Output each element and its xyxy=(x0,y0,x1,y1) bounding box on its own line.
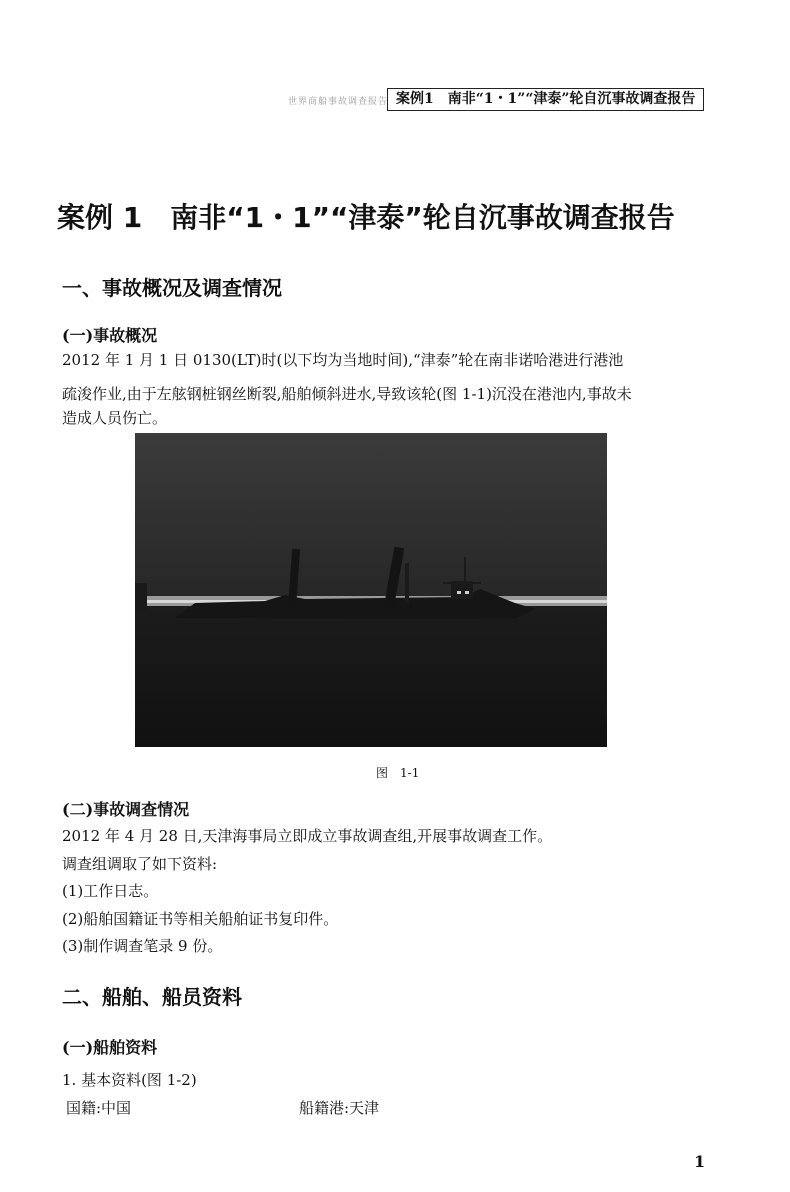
figure-photo-dredger xyxy=(135,433,607,747)
paragraph-line-1: 2012 年 1 月 1 日 0130(LT)时(以下均为当地时间),“津泰”轮在南非诺哈港进行港池 xyxy=(62,351,624,369)
port-of-registry-field: 船籍港:天津 xyxy=(299,1099,380,1117)
section-heading-ship-crew: 二、船舶、船员资料 xyxy=(62,985,242,1009)
running-header: 案例1 南非“1・1”“津泰”轮自沉事故调查报告 xyxy=(387,88,704,111)
investigation-line-1: 2012 年 4 月 28 日,天津海事局立即成立事故调查组,开展事故调查工作。 xyxy=(62,827,553,845)
investigation-line-2: 调查组调取了如下资料: xyxy=(62,855,218,873)
header-book-title: 世界商船事故调查报告 xyxy=(288,97,389,107)
paragraph-line-2: 疏浚作业,由于左舷钢桩钢丝断裂,船舶倾斜进水,导致该轮(图 1-1)沉没在港池内,事故未 xyxy=(62,385,632,403)
investigation-line-4: (2)船舶国籍证书等相关船舶证书复印件。 xyxy=(62,910,339,928)
ship-photo-illustration xyxy=(135,433,607,747)
section-heading-overview: 一、事故概况及调查情况 xyxy=(62,276,282,300)
subsection-heading-investigation: (二)事故调查情况 xyxy=(62,800,190,819)
nationality-field: 国籍:中国 xyxy=(66,1099,132,1117)
investigation-line-3: (1)工作日志。 xyxy=(62,882,159,900)
paragraph-line-3: 造成人员伤亡。 xyxy=(62,409,168,427)
basic-info-label: 1. 基本资料(图 1-2) xyxy=(62,1071,197,1089)
investigation-line-5: (3)制作调查笔录 9 份。 xyxy=(62,937,223,955)
subsection-heading-ship-data: (一)船舶资料 xyxy=(62,1038,158,1057)
page-number: 1 xyxy=(694,1152,706,1171)
subsection-heading-accident-overview: (一)事故概况 xyxy=(62,326,158,345)
figure-caption: 图 1-1 xyxy=(376,766,420,780)
page-title: 案例 1 南非“1・1”“津泰”轮自沉事故调查报告 xyxy=(57,201,675,234)
